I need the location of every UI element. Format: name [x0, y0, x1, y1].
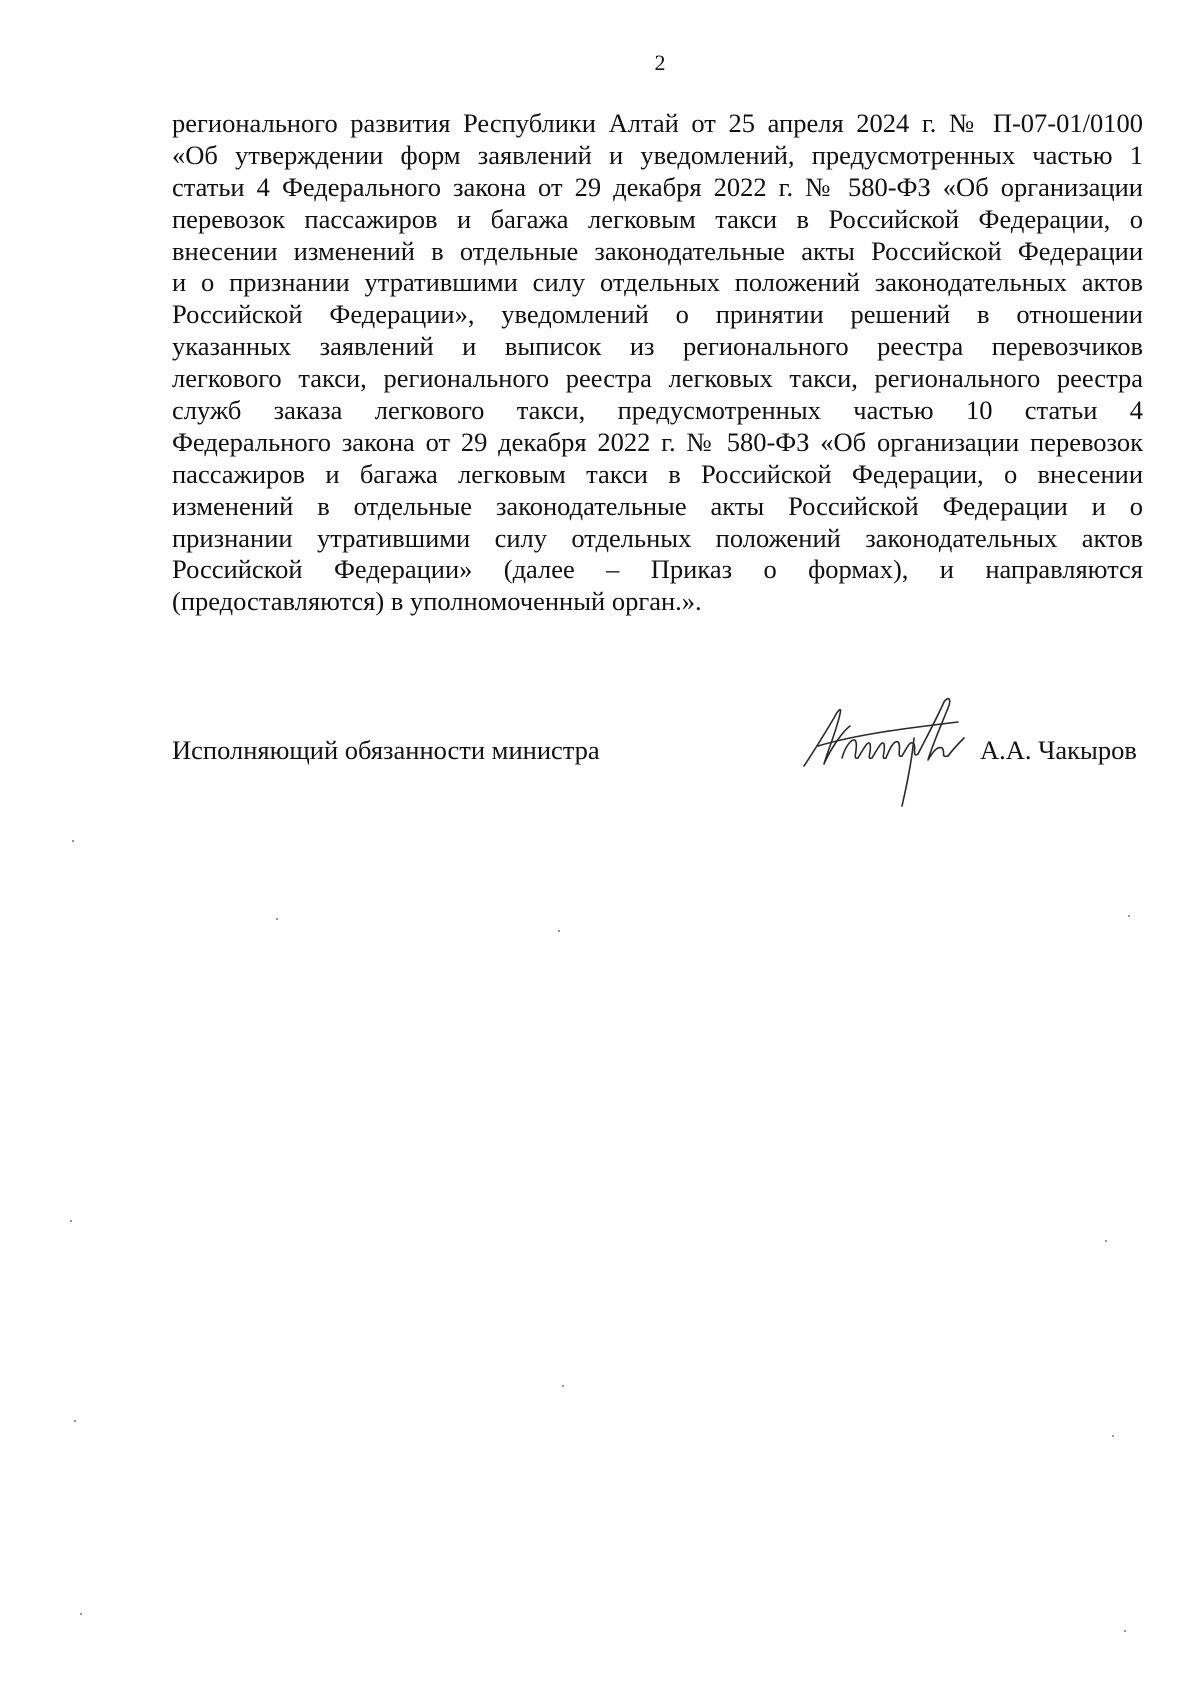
scan-speck [80, 1613, 82, 1615]
body-line: указанных заявлений и выписок из регионального реестра перевозчиков [172, 331, 1143, 362]
signer-position: Исполняющий обязанности министра [172, 735, 600, 765]
body-line: «Об утверждении форм заявлений и уведомлений, предусмотренных частью 1 [172, 139, 1143, 170]
scan-speck [562, 1385, 564, 1387]
body-line: и о признании утратившими силу отдельных положений законодательных актов [172, 267, 1143, 298]
scan-speck [1124, 1630, 1126, 1632]
body-line: изменений в отдельные законодательные акты Российской Федерации и о [172, 490, 1143, 521]
scan-speck [276, 918, 278, 920]
handwritten-signature [798, 688, 988, 818]
body-line: Российской Федерации» (далее – Приказ о формах), и направляются [172, 554, 1143, 585]
scan-speck [1112, 1435, 1114, 1437]
scan-speck [72, 840, 74, 842]
body-line: легкового такси, регионального реестра легковых такси, регионального реестра [172, 363, 1143, 394]
body-line: статьи 4 Федерального закона от 29 декабря 2022 г. № 580-ФЗ «Об организации [172, 171, 1143, 202]
scan-speck [74, 1420, 76, 1422]
body-paragraph [172, 108, 1143, 618]
page-number: 2 [654, 50, 666, 75]
body-line: регионального развития Республики Алтай от 25 апреля 2024 г. № П-07-01/0100 [172, 108, 1143, 138]
body-line: Федерального закона от 29 декабря 2022 г. № 580-ФЗ «Об организации перевозок [172, 426, 1143, 457]
body-line: перевозок пассажиров и багажа легковым такси в Российской Федерации, о [172, 203, 1143, 234]
signer-name: А.А. Чакыров [980, 735, 1137, 765]
scan-speck [1128, 915, 1130, 917]
scan-speck [558, 930, 560, 932]
body-line: служб заказа легкового такси, предусмотренных частью 10 статьи 4 [172, 395, 1143, 426]
body-line: Российской Федерации», уведомлений о принятии решений в отношении [172, 299, 1143, 330]
body-line: признании утратившими силу отдельных положений законодательных актов [172, 522, 1143, 553]
scan-speck [1105, 1240, 1107, 1242]
body-line: (предоставляются) в уполномоченный орган.». [172, 586, 702, 617]
scan-speck [70, 1220, 72, 1222]
body-line: внесении изменений в отдельные законодательные акты Российской Федерации [172, 235, 1143, 266]
body-line: пассажиров и багажа легковым такси в Российской Федерации, о внесении [172, 458, 1143, 489]
